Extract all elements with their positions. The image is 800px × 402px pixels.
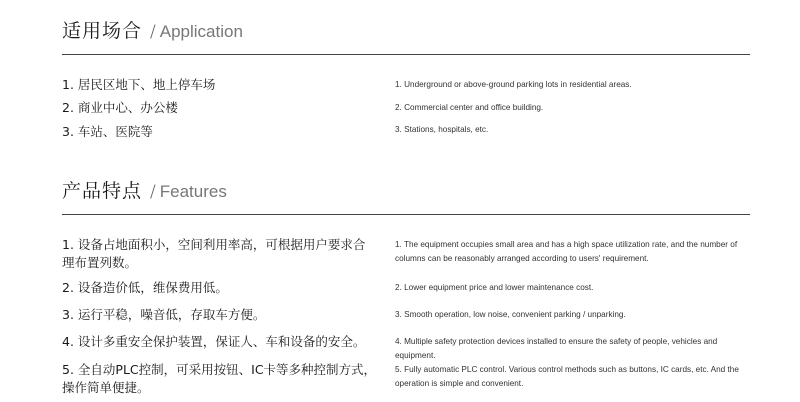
application-title-separator: /: [150, 22, 156, 42]
feature-item-en: 4. Multiple safety protection devices installed to ensure the safety of people, vehicles and equipment.: [395, 337, 718, 360]
application-item-cn: 1. 居民区地下、地上停车场: [62, 77, 216, 92]
features-title-cn: 产品特点: [62, 180, 143, 202]
features-divider: [62, 214, 750, 215]
application-title-en: Application: [159, 22, 243, 41]
application-item-cn: 3. 车站、医院等: [62, 124, 153, 139]
features-section: [62, 176, 750, 395]
feature-item-en: 5. Fully automatic PLC control. Various control methods such as buttons, IC cards, etc. And the operation is simple and convenient.: [395, 365, 739, 388]
features-title-separator: /: [150, 182, 156, 202]
feature-item-cn: 1. 设备占地面积小，空间利用率高，可根据用户要求合理布置列数。: [62, 237, 366, 270]
application-item-en: 2. Commercial center and office building.: [395, 103, 544, 112]
application-section: [62, 16, 750, 139]
features-title-en: Features: [159, 182, 227, 201]
feature-item-cn: 2. 设备造价低，维保费用低。: [62, 280, 228, 295]
feature-item-en: 2. Lower equipment price and lower maintenance cost.: [395, 283, 594, 292]
application-divider: [62, 54, 750, 55]
features-heading: [62, 176, 750, 210]
application-heading: [62, 16, 750, 50]
feature-item-en: 1. The equipment occupies small area and has a high space utilization rate, and the number of columns can be reasonably arranged according to users' requirement.: [395, 240, 738, 263]
application-item-en: 1. Underground or above-ground parking lots in residential areas.: [395, 80, 632, 89]
feature-item-cn: 5. 全自动PLC控制，可采用按钮、IC卡等多种控制方式，操作简单便捷。: [62, 362, 377, 395]
application-item-en: 3. Stations, hospitals, etc.: [395, 125, 489, 134]
feature-item-cn: 3. 运行平稳，噪音低，存取车方便。: [62, 307, 266, 322]
application-title-cn: 适用场合: [62, 20, 143, 42]
application-item-cn: 2. 商业中心、办公楼: [62, 100, 178, 115]
feature-item-en: 3. Smooth operation, low noise, convenient parking / unparking.: [395, 310, 626, 319]
feature-item-cn: 4. 设计多重安全保护装置，保证人、车和设备的安全。: [62, 334, 366, 349]
